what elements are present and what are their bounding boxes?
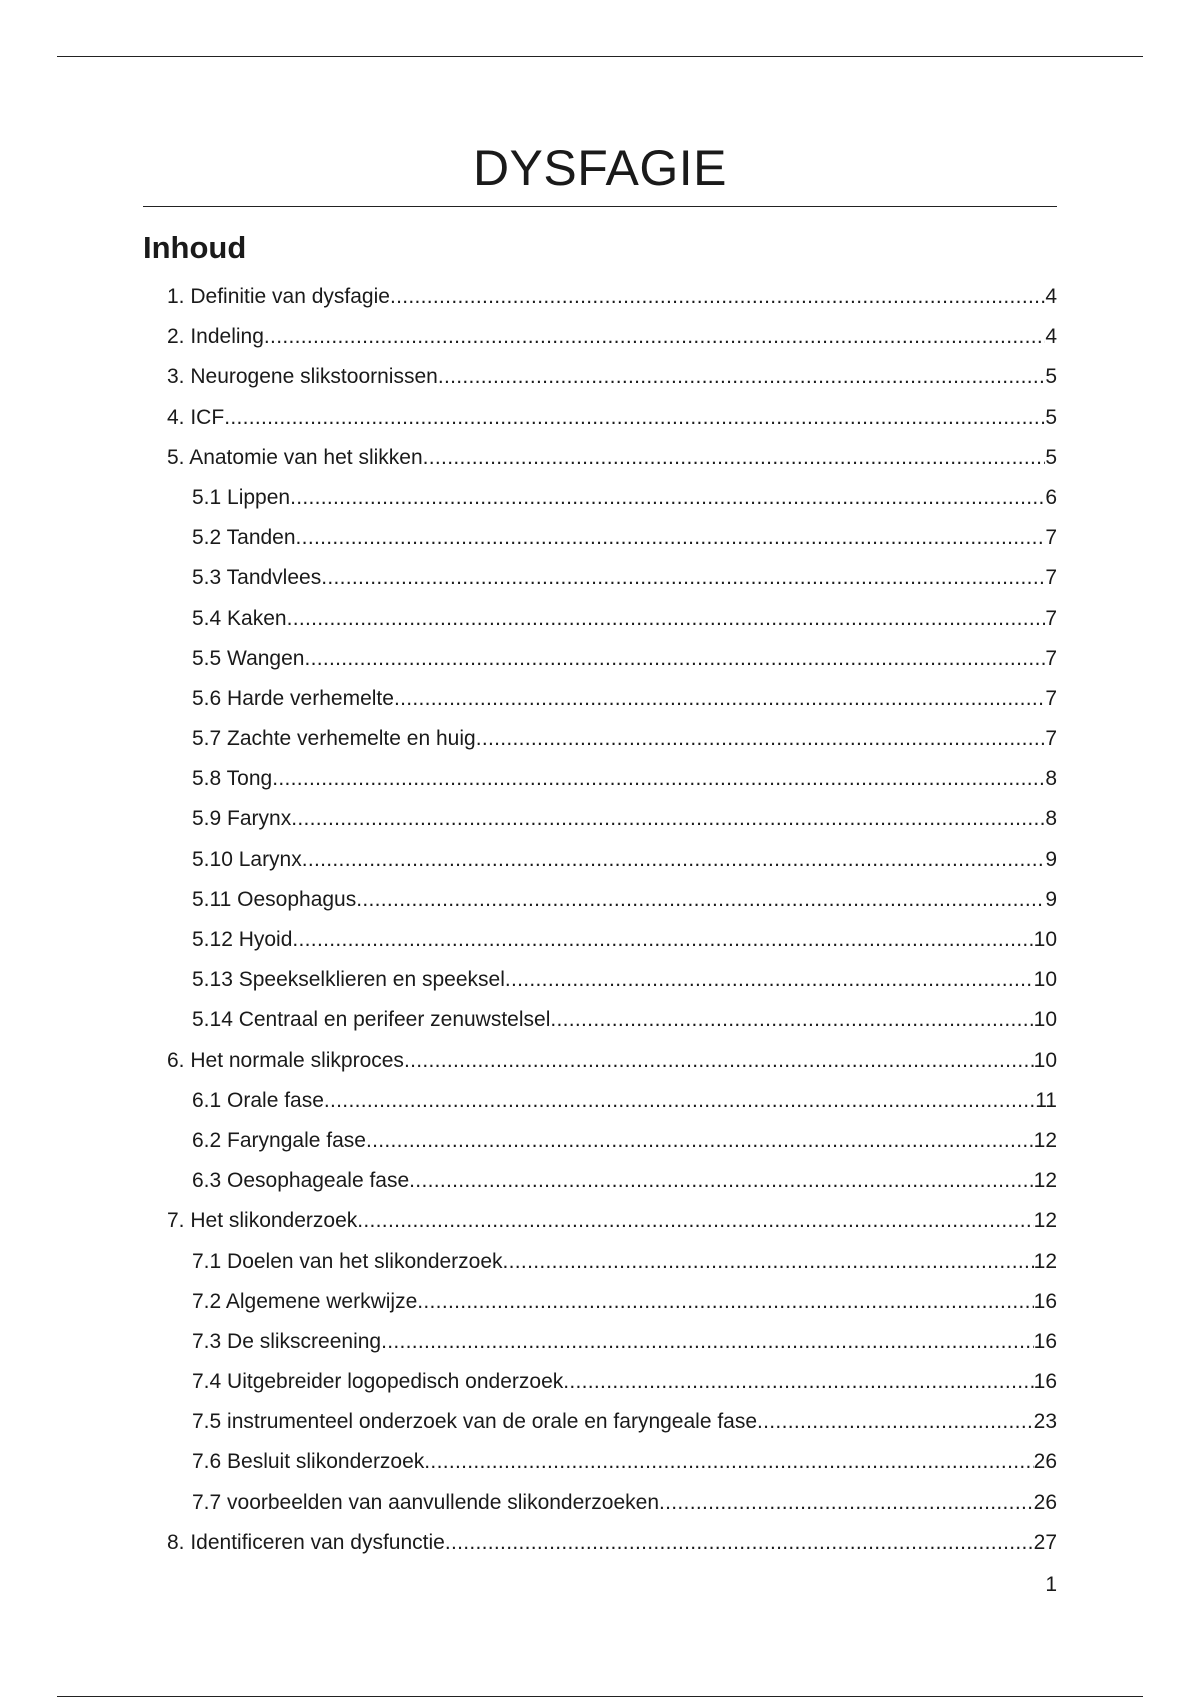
toc-entry-page: 7 [1045,646,1057,670]
toc-entry-label: 5.8 Tong [192,767,273,791]
toc-entry-page: 5 [1045,445,1057,469]
toc-entry[interactable] [143,1483,1057,1523]
toc-dot-leader [366,1121,1034,1161]
toc-heading: Inhoud [143,230,247,265]
toc-entry-label: 1. Definitie van dysfagie [167,285,390,308]
toc-entry-label: 7.2 Algemene werkwijze [192,1289,418,1313]
toc-entry[interactable] [143,1523,1057,1563]
toc-dot-leader [287,599,1046,639]
toc-entry-page: 7 [1045,606,1057,630]
toc-entry-label: 6.3 Oesophageale fase [192,1169,410,1193]
toc-entry-page: 5 [1045,365,1057,389]
toc-dot-leader [381,1322,1034,1362]
toc-dot-leader [404,1041,1034,1081]
table-of-contents [143,277,1057,1563]
toc-entry-page: 12 [1033,1169,1057,1193]
toc-entry[interactable] [143,1362,1057,1402]
toc-entry-label: 5.12 Hyoid [192,928,293,951]
toc-dot-leader [423,438,1046,478]
toc-entry[interactable] [143,1161,1057,1201]
toc-entry-page: 16 [1033,1289,1057,1313]
toc-entry-page: 10 [1033,1048,1057,1072]
toc-entry-page: 9 [1045,847,1057,871]
toc-dot-leader [424,1442,1033,1482]
toc-entry[interactable] [143,357,1057,397]
toc-entry-label: 6.1 Orale fase [192,1088,324,1112]
toc-entry[interactable] [143,1282,1057,1322]
toc-dot-leader [264,317,1045,357]
toc-entry-page: 10 [1033,968,1057,992]
toc-entry-label: 5.9 Farynx [192,807,292,831]
toc-entry[interactable] [143,1322,1057,1362]
toc-entry[interactable] [143,719,1057,759]
toc-entry-page: 12 [1033,1209,1057,1233]
toc-entry[interactable] [143,960,1057,1000]
toc-entry[interactable] [143,1402,1057,1442]
toc-entry[interactable] [143,518,1057,558]
toc-entry[interactable] [143,558,1057,598]
toc-entry-label: 7.1 Doelen van het slikonderzoek [192,1249,503,1273]
toc-dot-leader [409,1161,1033,1201]
toc-dot-leader [291,799,1045,839]
toc-dot-leader [292,920,1033,960]
toc-entry[interactable] [143,1242,1057,1282]
toc-entry-label: 6.2 Faryngale fase [192,1128,366,1152]
toc-dot-leader [296,518,1046,558]
toc-dot-leader [356,880,1045,920]
toc-entry-label: 5.6 Harde verhemelte [192,686,394,710]
toc-entry-page: 10 [1033,928,1057,951]
toc-entry-page: 7 [1045,727,1057,751]
toc-entry-page: 7 [1045,566,1057,590]
toc-entry-label: 5.4 Kaken [192,606,287,630]
toc-entry[interactable] [143,920,1057,960]
toc-entry-page: 8 [1045,807,1057,831]
toc-entry-page: 27 [1033,1530,1057,1554]
toc-dot-leader [357,1201,1033,1241]
toc-dot-leader [290,478,1045,518]
toc-dot-leader [757,1402,1034,1442]
toc-entry[interactable] [143,679,1057,719]
toc-entry[interactable] [143,799,1057,839]
toc-entry[interactable] [143,1041,1057,1081]
toc-entry[interactable] [143,1000,1057,1040]
toc-entry-label: 7.3 De slikscreening [192,1329,382,1353]
toc-entry-page: 16 [1033,1329,1057,1353]
toc-entry-page: 26 [1033,1450,1057,1474]
page-number: 1 [1045,1573,1057,1596]
toc-entry-label: 5.10 Larynx [192,847,302,871]
toc-entry-label: 5.5 Wangen [192,646,305,670]
toc-entry[interactable] [143,1201,1057,1241]
toc-entry[interactable] [143,1442,1057,1482]
toc-entry-page: 11 [1035,1088,1057,1112]
toc-entry-page: 23 [1033,1410,1057,1434]
toc-entry-page: 10 [1033,1008,1057,1032]
toc-dot-leader [550,1000,1033,1040]
toc-entry[interactable] [143,759,1057,799]
toc-entry-label: 5.14 Centraal en perifeer zenuwstelsel [192,1008,551,1032]
toc-entry-page: 8 [1045,767,1057,791]
toc-entry[interactable] [143,317,1057,357]
toc-dot-leader [324,1081,1035,1121]
toc-entry-page: 5 [1045,405,1057,429]
toc-entry-label: 7.5 instrumenteel onderzoek van de orale en faryngeale fase [192,1410,758,1434]
toc-entry[interactable] [143,639,1057,679]
toc-dot-leader [503,1242,1034,1282]
toc-dot-leader [417,1282,1033,1322]
toc-entry-page: 26 [1033,1490,1057,1514]
toc-entry-page: 9 [1045,887,1057,911]
toc-dot-leader [505,960,1034,1000]
toc-entry[interactable] [143,478,1057,518]
toc-entry-label: 3. Neurogene slikstoornissen [167,365,438,389]
toc-entry-page: 6 [1045,485,1057,509]
toc-entry[interactable] [143,277,1057,317]
toc-dot-leader [390,277,1045,317]
toc-entry-label: 5.1 Lippen [192,485,291,509]
footer-rule [57,1696,1143,1697]
toc-entry-label: 5.13 Speekselklieren en speeksel [192,968,505,992]
toc-entry-label: 5.7 Zachte verhemelte en huig [192,727,476,751]
toc-dot-leader [394,679,1045,719]
toc-entry-label: 5. Anatomie van het slikken [167,445,423,469]
toc-dot-leader [445,1523,1034,1563]
toc-entry-label: 7.4 Uitgebreider logopedisch onderzoek [192,1370,564,1394]
toc-dot-leader [224,398,1045,438]
toc-dot-leader [302,840,1046,880]
toc-entry[interactable] [143,1121,1057,1161]
toc-entry-label: 4. ICF [167,405,225,429]
toc-entry-page: 4 [1045,325,1057,349]
document-title: DYSFAGIE [472,140,728,196]
toc-entry-label: 5.2 Tanden [192,526,296,550]
toc-entry[interactable] [143,398,1057,438]
toc-dot-leader [438,357,1045,397]
toc-entry-page: 7 [1045,686,1057,710]
toc-dot-leader [304,639,1045,679]
toc-dot-leader [659,1483,1034,1523]
toc-entry[interactable] [143,840,1057,880]
toc-dot-leader [272,759,1045,799]
toc-dot-leader [476,719,1046,759]
toc-entry[interactable] [143,438,1057,478]
toc-entry[interactable] [143,880,1057,920]
toc-entry-label: 5.3 Tandvlees [192,566,322,590]
toc-entry-page: 12 [1033,1249,1057,1273]
toc-entry-label: 7. Het slikonderzoek [167,1209,358,1233]
toc-dot-leader [321,558,1045,598]
toc-entry[interactable] [143,1081,1057,1121]
toc-entry-label: 8. Identificeren van dysfunctie [167,1530,445,1554]
header-rule [57,56,1143,57]
title-underline [143,206,1057,207]
toc-entry-page: 16 [1033,1370,1057,1394]
toc-entry-label: 6. Het normale slikproces [167,1048,404,1072]
toc-dot-leader [563,1362,1033,1402]
toc-entry-page: 12 [1033,1128,1057,1152]
toc-entry-label: 2. Indeling [167,325,264,349]
toc-entry-label: 7.6 Besluit slikonderzoek [192,1450,425,1474]
toc-entry-page: 4 [1045,285,1057,308]
toc-entry[interactable] [143,599,1057,639]
toc-entry-label: 5.11 Oesophagus [192,887,357,911]
toc-entry-page: 7 [1045,526,1057,550]
toc-entry-label: 7.7 voorbeelden van aanvullende slikonderzoeken [192,1490,660,1514]
